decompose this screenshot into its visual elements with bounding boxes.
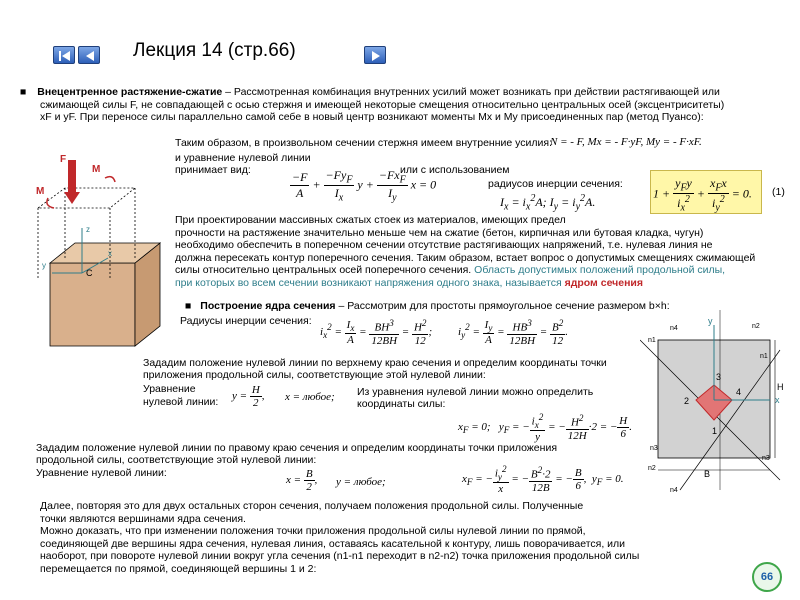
intro-line-2: сжимающей силы F, не совпадающей с осью стержня и имеющей некоторые смещения относительно центральных осей (эксцентриситеты) [40, 98, 725, 111]
kernel-text: – Рассмотрим для простоты прямоугольное сечение размером b×h: [335, 300, 670, 312]
svg-text:y: y [708, 316, 713, 326]
null-line-intro-1: и уравнение нулевой линии [175, 152, 311, 164]
intro-paragraph [20, 86, 790, 124]
svg-text:1: 1 [712, 426, 718, 436]
svg-text:n1: n1 [760, 353, 768, 360]
equation-number: (1) [772, 186, 785, 198]
radii-label: радиусов инерции сечения: [488, 178, 623, 190]
from-eq-text-2: координаты силы: [357, 398, 446, 410]
null-line-intro-2: принимает вид: [175, 164, 251, 176]
conclusion-line-1: Далее, повторяя это для двух остальных сторон сечения, получаем положения продольной силы. Полученные [40, 500, 584, 512]
svg-text:B: B [704, 469, 711, 479]
conclusion-line-2: точки являются вершинами ядра сечения. [40, 512, 246, 525]
right-force-coords: $x_F$ = − $\frac{i_y^2}{x}$ = − $\frac{B^2\cdot 2}{12B}$ = − $\frac{B}{6}$ , $y_F = 0$. [462, 464, 624, 495]
svg-text:x: x [775, 395, 780, 405]
svg-text:3: 3 [716, 372, 722, 382]
right-edge-text-2: продольной силы, соответствующие этой нулевой линии: [36, 454, 317, 466]
radius-ix-formula: $i_x^2$ = $\frac{I_x}{A}$ = $\frac{BH^3}{12BH}$ = $\frac{H^2}{12}$ ; [320, 318, 433, 347]
paragraph-line-2: прочности на растяжение значительно меньше чем на сжатие (бетон, кирпичная или бутовая кладка, чугун) [175, 226, 704, 239]
kernel-definition-2: при которых во всем сечении возникают напряжения одного знака, называется [175, 276, 562, 289]
conclusion-paragraph [40, 500, 720, 575]
next-page-icon [365, 47, 387, 65]
y-any: y = любое; [336, 476, 386, 488]
first-page-button[interactable] [53, 46, 75, 64]
intro-line-3: xF и yF. При переносе силы параллельно самой себе в новый центр возникают моменты Mx и My присоединенных пар (метод Пуансо): [40, 111, 704, 123]
svg-text:n2: n2 [752, 323, 760, 330]
paragraph-line-4: должна пересекать контур поперечного сечения. Таким образом, встает вопрос о допустимых смещениях сжимающей [175, 251, 756, 264]
right-equation-label: Уравнение нулевой линии: [36, 467, 167, 479]
page-number-badge: 66 [752, 562, 782, 592]
conclusion-line-3: Можно доказать, что при изменении положения точки приложения продольной силы нулевой линии по прямой, [40, 525, 586, 537]
equation-label-2: нулевой линии: [143, 396, 219, 408]
rod-figure [30, 148, 170, 348]
right-edge-text-1: Зададим положение нулевой линии по правому краю сечения и определим координаты точки приложения [36, 442, 558, 454]
next-page-button[interactable] [364, 46, 386, 64]
top-edge-text-1: Зададим положение нулевой линии по верхнему краю сечения и определим координаты точки [143, 357, 607, 369]
kernel-definition-1: Область допустимых положений продольной силы, [471, 264, 726, 276]
top-force-coords: $x_F = 0$; $y_F$ = − $\frac{i_x^2}{y}$ = − $\frac{H^2}{12H}$ ·2 = − $\frac{H}{6}$ . [458, 412, 632, 443]
svg-text:n3: n3 [650, 445, 658, 452]
paragraph-line-5: силы относительно центральных осей поперечного сечения. [175, 264, 472, 276]
svg-text:C: C [86, 268, 93, 278]
svg-text:n3: n3 [762, 455, 770, 462]
svg-text:H: H [777, 382, 784, 392]
or-using-text: или с использованием [400, 164, 510, 176]
null-line-equation: $\frac{-F}{A}$ + $\frac{-Fy_F}{I_x}$ y + $\frac{-Fx_F}{I_y}$ x = 0 [292, 168, 437, 204]
intro-heading: Внецентренное растяжение-сжатие [37, 86, 223, 98]
svg-text:x: x [108, 249, 112, 258]
cross-section-figure [640, 300, 790, 500]
conclusion-line-6: перемещается по прямой, соединяющей вершины 1 и 2: [40, 562, 317, 575]
kernel-paragraph [175, 214, 765, 289]
svg-text:n1: n1 [648, 337, 656, 344]
x-any: x = любое; [285, 391, 335, 403]
svg-text:F: F [60, 154, 67, 165]
radii-inertia-label: Радиусы инерции сечения: [180, 315, 312, 327]
paragraph-line-3: необходимо обеспечить в поперечном сечении отсутствие растягивающих напряжений, т.е. нулевая линия не [175, 239, 713, 251]
svg-text:2: 2 [684, 396, 690, 406]
svg-text:n4: n4 [670, 487, 678, 494]
first-page-icon [54, 47, 76, 65]
equation-label-1: Уравнение [143, 383, 196, 395]
paragraph-line-1: При проектировании массивных сжатых стоек из материалов, имеющих предел [175, 214, 566, 226]
page-title: Лекция 14 (стр.66) [133, 40, 296, 61]
bullet-2: ■ [185, 300, 192, 312]
svg-text:M: M [36, 186, 45, 197]
conclusion-line-4: соединяющей две вершины ядра сечения, нулевая линия, оставаясь касательной к контуру, лишь поворачивается, или [40, 537, 626, 550]
boxed-equation: 1 + $\frac{y_Fy}{i_x^2}$ + $\frac{x_Fx}{i_y^2}$ = 0. [653, 176, 752, 214]
svg-text:z: z [86, 225, 90, 234]
top-null-line-eq: y = $\frac{H}{2}$ , [232, 384, 265, 409]
radius-iy-formula: $i_y^2$ = $\frac{I_y}{A}$ = $\frac{HB^3}{12BH}$ = $\frac{B^2}{12}$ . [458, 318, 569, 347]
intro-line-1: – Рассмотренная комбинация внутренних усилий может возникать при действии растягивающей или [222, 86, 720, 98]
from-eq-text-1: Из уравнения нулевой линии можно определить [357, 386, 594, 398]
inertia-radii-equation: $I_x = i_x^2A$; $I_y = i_y^2A$. [500, 193, 596, 213]
conclusion-line-5: наоборот, при повороте нулевой линии вокруг угла сечения (n1-n1 переходит в n2-n2) точка приложения продольной силы [40, 550, 640, 562]
bullet: ■ [20, 86, 27, 98]
svg-text:M: M [92, 164, 101, 175]
svg-text:4: 4 [736, 387, 742, 397]
kernel-heading: Построение ядра сечения [200, 300, 336, 312]
kernel-term: ядром сечения [561, 276, 644, 289]
svg-text:n4: n4 [670, 325, 678, 332]
kernel-construction [185, 300, 670, 313]
forces-formula: N = - F, Mx = - F·yF, My = - F·xF. [550, 136, 702, 148]
forces-text: Таким образом, в произвольном сечении стержня имеем внутренние усилия: [175, 137, 552, 149]
top-edge-text-2: приложения продольной силы, соответствующие этой нулевой линии: [143, 369, 486, 381]
prev-page-button[interactable] [78, 46, 100, 64]
right-null-line-eq: x = $\frac{B}{2}$ , [286, 468, 318, 493]
svg-text:y: y [42, 261, 46, 270]
svg-text:n2: n2 [648, 465, 656, 472]
prev-page-icon [79, 47, 101, 65]
